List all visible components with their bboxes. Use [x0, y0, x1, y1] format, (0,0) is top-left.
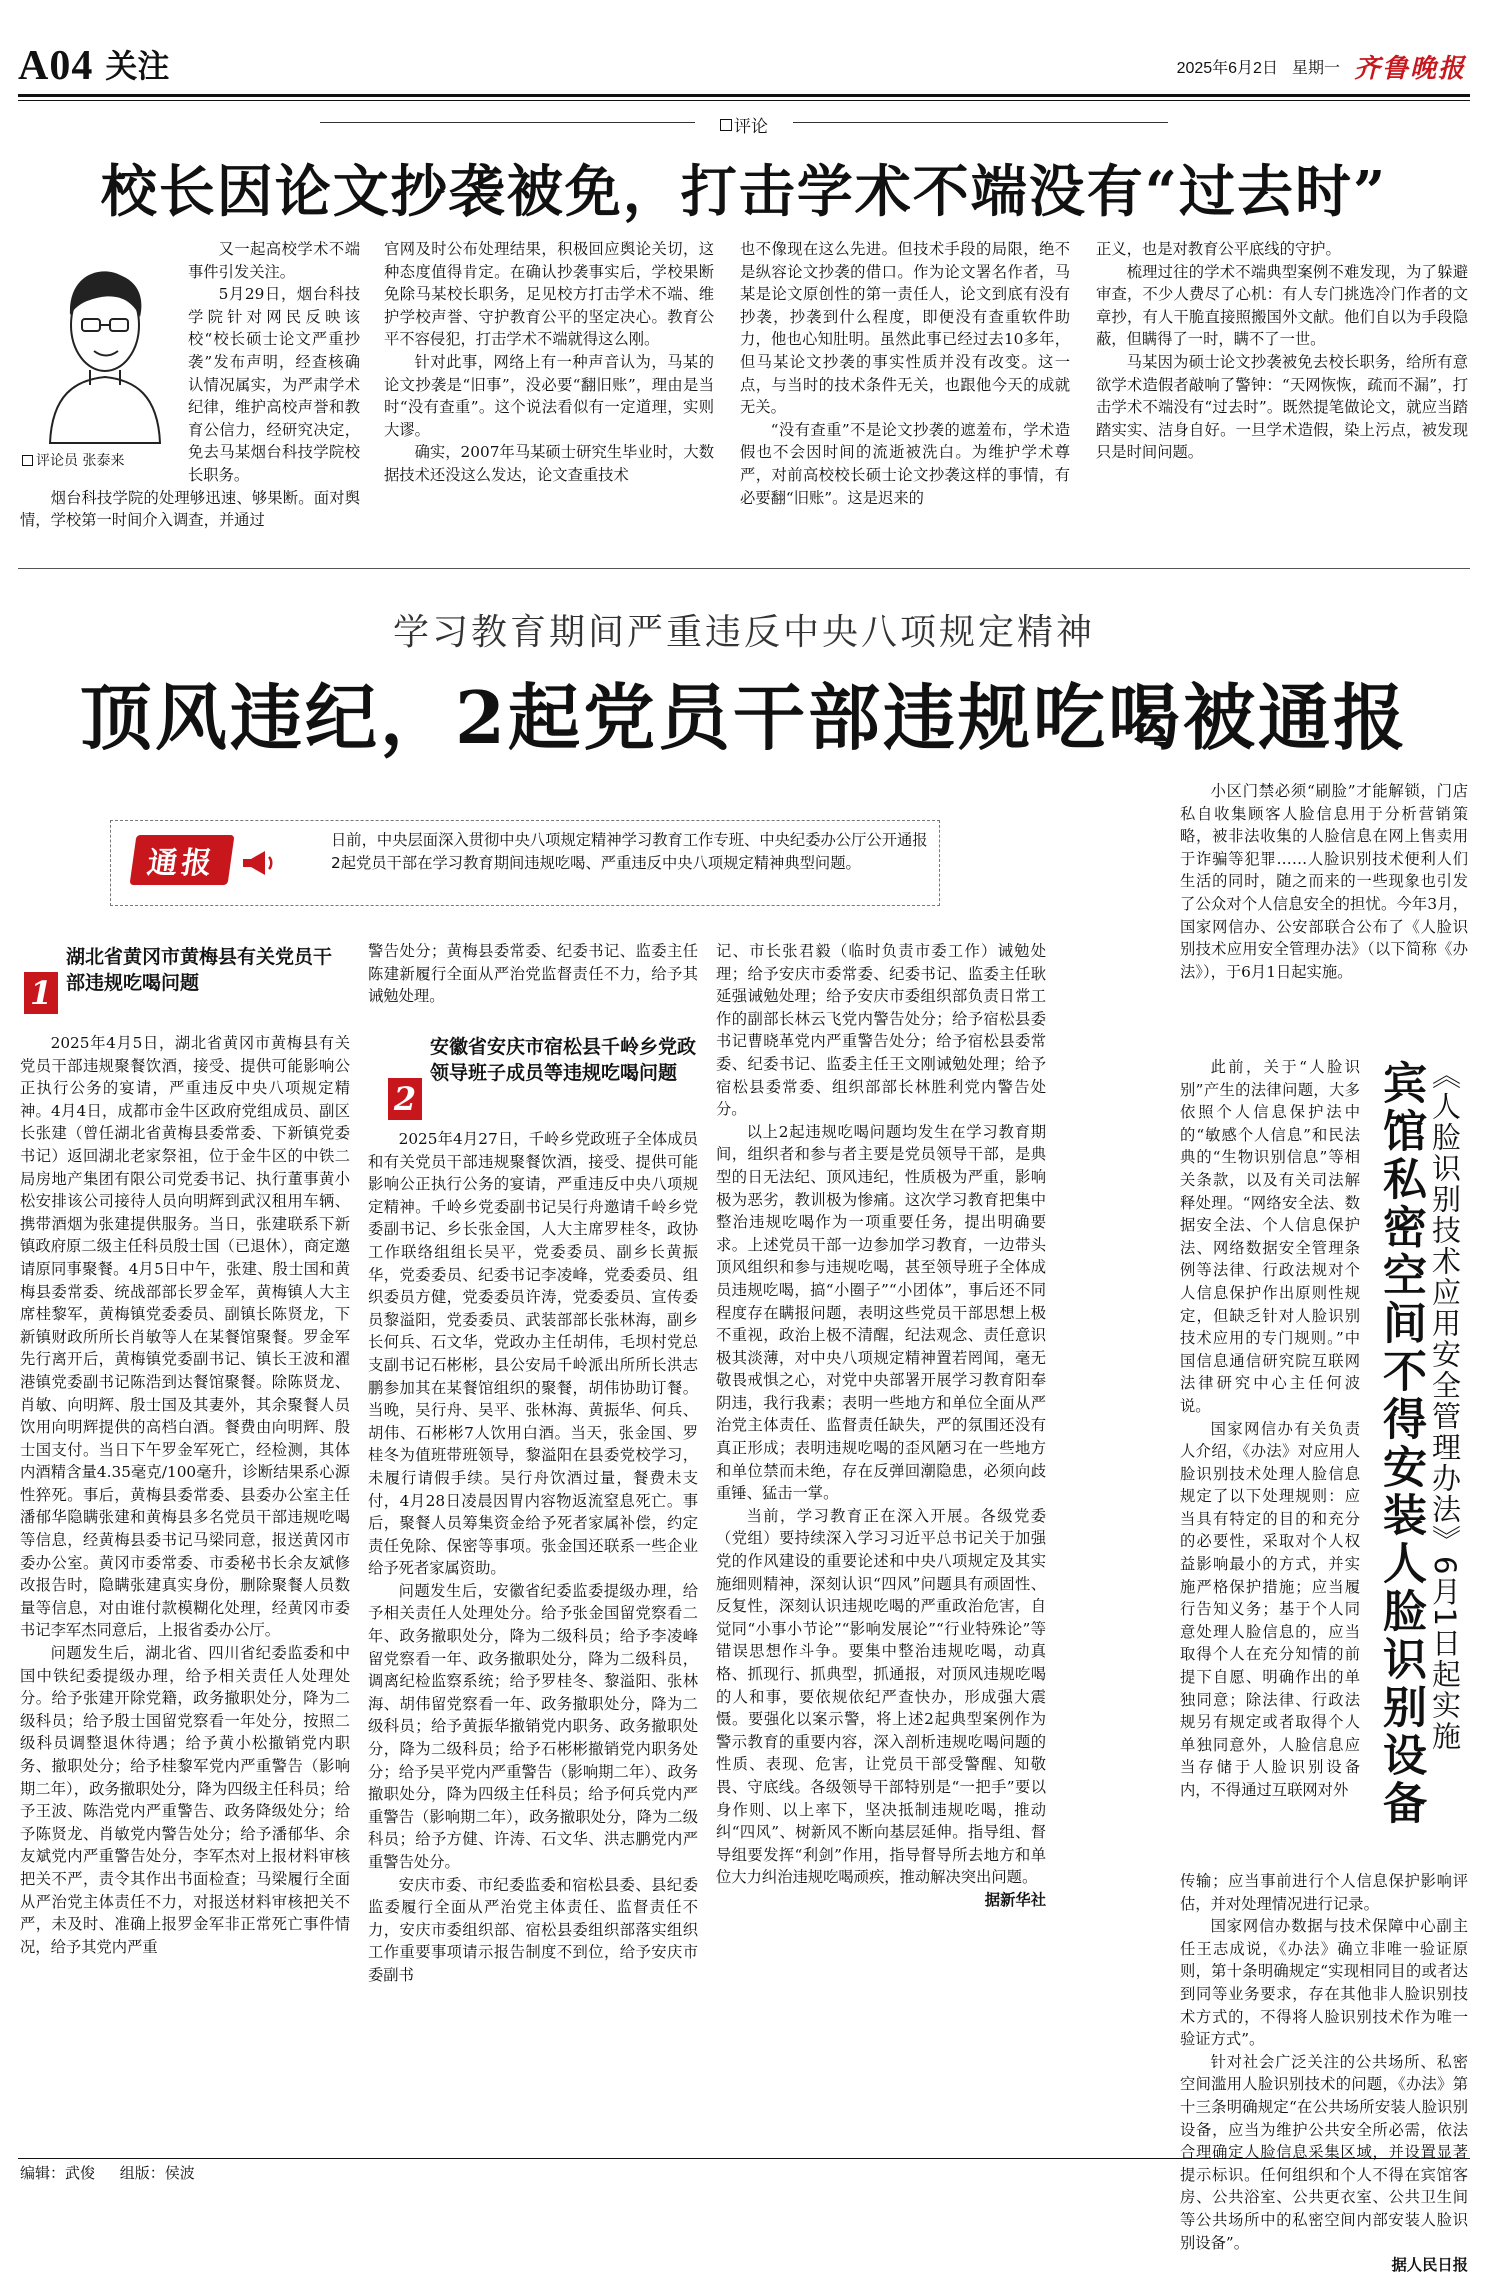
side-source: 据人民日报: [1391, 2256, 1468, 2275]
side-subheadline: 《人脸识别技术应用安全管理办法》6月1日起实施: [1428, 1060, 1462, 1752]
page-code: A04: [18, 43, 94, 89]
issue-weekday: 星期一: [1291, 60, 1340, 77]
case1-body: 2025年4月5日，湖北省黄冈市黄梅县有关党员干部违规聚餐饮酒，接受、提供可能影响公正执行公务的宴请，严重违反中央八项规定精神。4月4日，成都市金牛区政府党组成员、副区长张建（曾任湖北省黄梅县委常委、下新镇党委书记）返回湖北老家祭祖，位于金牛区的中铁二局房地产集团有限公司党委书记、执行董事黄小松安排该公司接待人员向明辉到武汉租用车辆、携带酒烟为张建提供服务。当日，张建联系下新镇政府原二级主任科员殷士国（已退休），商定邀请原同事聚餐。4月5日中午，张建、殷士国和黄梅县委常委、统战部部长罗金军，黄梅镇人大主席桂黎军，黄梅镇党委委员、副镇长陈贤龙，下新镇财政所所长肖敏等人在某餐馆聚餐。罗金军先行离开后，黄梅镇党委副书记、镇长王波和濯港镇党委副书记陈浩到达餐馆聚餐。除陈贤龙、肖敏、向明辉、殷士国及其妻外，其余聚餐人员饮用向明辉提供的高档白酒。餐费由向明辉、殷士国支付。当日下午罗金军死亡，经检测，其体内酒精含量4.35毫克/100毫升，诊断结果系心源性猝死。事后，黄梅县委常委、县委办公室主任潘郁华隐瞒张建和黄梅县多名党员干部违规吃喝等信息，经黄梅县委书记马梁同意，报送黄冈市委办公室。黄冈市委常委、市委秘书长余友斌修改报告时，隐瞒张建真实身份，删除聚餐人员数量等信息，对由谁付款模糊化处理，经黄冈市委书记李军杰同意后，上报省委办公厅。 问题发生后，湖北省、四川省纪委监委和中国中铁纪委提级办理，给予相关责任人处理处分。给予张建开除党籍，政务撤职处分，降为二级科员；给予殷士国留党察看一年处分，按照二级科员调整退休待遇；给予黄小松撤销党内职务、撤职处分；给予桂黎军党内严重警告（影响期二年），政务撤职处分，降为四级主任科员；给予王波、陈浩党内严重警告、政务降级处分；给予陈贤龙、肖敏党内警告处分；给予潘郁华、余友斌党内严重警告处分，李军杰对上报材料审核把关不严，责令其作出书面检查；马梁履行全面从严治党主体责任不力，对报送材料审核把关不严，未及时、准确上报罗金军非正常死亡事件情况，给予其党内严重: [20, 1034, 350, 1956]
case2-number: 2: [388, 1078, 422, 1120]
megaphone-icon: [239, 845, 275, 881]
section-name: 关注: [105, 47, 170, 85]
footer: [20, 2162, 215, 2183]
side-intro: 小区门禁必须“刷脸”才能解锁，门店私自收集顾客人脸信息用于分析营销策略，被非法收集的人脸信息在网上售卖用于诈骗等犯罪……人脸识别技术便利人们生活的同时，随之而来的一些现象也引发了公众对个人信息安全的担忧。今年3月，国家网信办、公安部联合公布了《人脸识别技术应用安全管理办法》（以下简称《办法》），于6月1日起实施。: [1180, 782, 1468, 981]
commentary-label-bar: [320, 112, 1168, 137]
editor-credit: 编辑：武俊: [20, 2164, 96, 2182]
header-rule-thin: [18, 100, 1470, 101]
case1-number: 1: [24, 972, 58, 1014]
divider: [320, 122, 695, 123]
layout-credit: 组版：侯波: [119, 2164, 195, 2182]
case2-body: 2025年4月27日，千岭乡党政班子全体成员和有关党员干部违规聚餐饮酒，接受、提供可能影响公正执行公务的宴请，严重违反中央八项规定精神。千岭乡党委副书记吴行舟邀请千岭乡党委副书记、乡长张金国，人大主席罗桂冬，政协工作联络组组长吴平，党委委员、副乡长黄振华，党委委员、纪委书记李凌峰，党委委员、组织委员方健，党委委员许涛，党委委员、宣传委员黎溢阳，党委委员、武装部部长张林海，副乡长何兵、石文华，党政办主任胡伟，毛坝村党总支副书记石彬彬，县公安局千岭派出所所长洪志鹏参加其在某餐馆组织的聚餐，胡伟协助订餐。当晚，吴行舟、吴平、张林海、黄振华、何兵、胡伟、石彬彬7人饮用白酒。当天，张金国、罗桂冬为值班带班领导，黎溢阳在县委党校学习，未履行请假手续。吴行舟饮酒过量，餐费未支付，4月28日凌晨因胃内容物返流窒息死亡。事后，聚餐人员筹集资金给予死者家属补偿，约定责任免除、保密等事项。张金国还联系一些企业给予死者家属资助。 问题发生后，安徽省纪委监委提级办理，给予相关责任人处理处分。给予张金国留党察看二年、政务撤职处分，降为二级科员；给予李凌峰留党察看一年、政务撤职处分，降为二级科员，调离纪检监察系统；给予罗桂冬、黎溢阳、张林海、胡伟留党察看一年、政务撤职处分，降为二级科员；给予黄振华撤销党内职务、政务撤职处分，降为二级科员；给予石彬彬撤销党内职务处分；给予吴平党内严重警告（影响期二年）、政务撤职处分，降为四级主任科员；给予何兵党内严重警告（影响期二年），政务撤职处分，降为二级科员；给予方健、许涛、石文华、洪志鹏党内严重警告处分。 安庆市委、市纪委监委和宿松县委、县纪委监委履行全面从严治党主体责任、监督责任不力，安庆市委组织部、宿松县委组织部落实组织工作重要事项请示报告制度不到位，给予安庆市委副书: [368, 1130, 698, 1984]
notice-text: 日前，中央层面深入贯彻中央八项规定精神学习教育工作专班、中央纪委办公厅公开通报2起党员干部在学习教育期间违规吃喝、严重违反中央八项规定精神典型问题。: [331, 831, 928, 872]
notice-box: [110, 820, 940, 906]
page-header-left: [18, 40, 169, 90]
commentary-col4: 正义，也是对教育公平底线的守护。 梳理过往的学术不端典型案例不难发现，为了躲避审查，不少人费尽了心机：有人专门挑选冷门作者的文章抄，有人干脆直接照搬国外文献。他们自以为手段隐蔽，但瞒得了一时，瞒不了一世。 马某因为硕士论文抄袭被免去校长职务，给所有意欲学术造假者敲响了警钟：“天网恢恢，疏而不漏”，打击学术不端没有“过去时”。既然提笔做论文，就应当踏踏实实、洁身自好。一旦学术造假，染上污点，被发现只是时间问题。: [1096, 240, 1468, 462]
notice-badge: 通报: [129, 835, 234, 885]
footer-rule: [18, 2158, 1470, 2159]
commentary-col1: 又一起高校学术不端事件引发关注。 5月29日，烟台科技学院针对网民反映该校“校长硕士论文严重抄袭”发布声明，经查核确认情况属实，为严肃学术纪律，维护高校声誉和教育公信力，经研究决定，免去马某烟台科技学院校长职务。 烟台科技学院的处理够迅速、够果断。面对舆情，学校第一时间介入调查，并通过: [20, 240, 360, 530]
main-headline: 顶风违纪，2起党员干部违规吃喝被通报: [79, 675, 1409, 760]
side-bottom: 传输；应当事前进行个人信息保护影响评估，并对处理情况进行记录。 国家网信办数据与技术保障中心副主任王志成说，《办法》确立非唯一验证原则，第十条明确规定“实现相同目的或者达到同等业务要求，存在其他非人脸识别技术方式的，不得将人脸识别技术作为唯一验证方式”。 针对社会广泛关注的公共场所、私密空间滥用人脸识别技术的问题，《办法》第十三条明确规定“在公共场所安装人脸识别设备，应当为维护公共安全所必需，依法合理确定人脸信息采集区域，并设置显著提示标识。任何组织和个人不得在宾馆客房、公共浴室、公共更衣室、公共卫生间等公共场所中的私密空间内部安装人脸识别设备”。 据人民日报: [1180, 1870, 1468, 2155]
main-source: 据新华社: [984, 1890, 1046, 1909]
page-header-right: [1177, 48, 1466, 85]
divider: [793, 122, 1168, 123]
side-narrow-column: 此前，关于“人脸识别”产生的法律问题，大多依照个人信息保护法中的“敏感个人信息”和民法典的“生物识别信息”等相关条款，以及有关司法解释处理。“网络安全法、数据安全法、个人信息保护法、网络数据安全管理条例等法律、行政法规对个人信息保护作出原则性规定，但缺乏针对人脸识别技术应用的专门规则。”中国信息通信研究院互联网法律研究中心主任何波说。 国家网信办有关负责人介绍，《办法》对应用人脸识别技术处理人脸信息规定了以下处理规则：应当具有特定的目的和充分的必要性，采取对个人权益影响最小的方式，并实施严格保护措施；应当履行告知义务；基于个人同意处理人脸信息的，应当取得个人在充分知情的前提下自愿、明确作出的单独同意；除法律、行政法规另有规定或者取得个人单独同意外，人脸信息应当存储于人脸识别设备内，不得通过互联网对外: [1180, 1058, 1360, 1799]
main-kicker: 学习教育期间严重违反中央八项规定精神: [392, 612, 1095, 653]
newspaper-logo: 齐鲁晚报: [1353, 54, 1466, 84]
case2-title: 安徽省安庆市宿松县千岭乡党政领导班子成员等违规吃喝问题: [430, 1036, 697, 1084]
commentary-headline: 校长因论文抄袭被免，打击学术不端没有“过去时”: [100, 159, 1388, 225]
section-divider: [18, 568, 1470, 569]
square-icon: [720, 119, 732, 131]
case1-body-continued: 警告处分；黄梅县委常委、纪委书记、监委主任陈建新履行全面从严治党监督责任不力，给予其诫勉处理。: [368, 942, 698, 1006]
commentary-author: 评论员 张泰来: [22, 450, 124, 470]
issue-date: 2025年6月2日: [1176, 60, 1278, 77]
commentary-col3: 也不像现在这么先进。但技术手段的局限，绝不是纵容论文抄袭的借口。作为论文署名作者，马某是论文原创性的第一责任人，论文到底有没有抄袭，抄袭到什么程度，即便没有查重软件助力，他也心知肚明。虽然此事已经过去10多年，但马某论文抄袭的事实性质并没有改变。这一点，与当时的技术条件无关，也跟他今天的成就无关。 “没有查重”不是论文抄袭的遮羞布，学术造假也不会因时间的流逝被洗白。为维护学术尊严，对前高校校长硕士论文抄袭这样的事情，有必要翻“旧账”。这是迟来的: [740, 240, 1070, 507]
commentary-label: 评论: [720, 112, 768, 137]
side-headline: 宾馆私密空间不得安装人脸识别设备: [1375, 1060, 1426, 1828]
main-conclusion: 记、市长张君毅（临时负责市委工作）诫勉处理；给予安庆市委常委、纪委书记、监委主任耿延强诫勉处理；给予安庆市委组织部负责日常工作的副部长林云飞党内警告处分；给予宿松县委书记曹晓革党内严重警告处分；给予宿松县委常委、纪委书记、监委主任王文刚诫勉处理；给予宿松县委常委、组织部部长林胜利党内警告处分。 以上2起违规吃喝问题均发生在学习教育期间，组织者和参与者主要是党员领导干部，是典型的日无法纪、顶风违纪，性质极为严重，影响极为恶劣，教训极为惨痛。这次学习教育把集中整治违规吃喝作为一项重要任务，提出明确要求。上述党员干部一边参加学习教育，一边带头顶风组织和参与违规吃喝，甚至领导班子全体成员违规吃喝，搞“小圈子”“小团体”，事后还不同程度存在瞒报问题，表明这些党员干部思想上极不重视，政治上极不清醒，纪法观念、责任意识极其淡薄，对中央八项规定精神置若罔闻，毫无敬畏戒惧之心，对党中央部署开展学习教育阳奉阴违，我行我素；表明一些地方和单位全面从严治党主体责任、监督责任缺失，严的氛围还没有真正形成；表明违规吃喝的歪风陋习在一些地方和单位禁而未绝，存在反弹回潮隐患，必须向歧重锤、猛击一掌。 当前，学习教育正在深入开展。各级党委（党组）要持续深入学习习近平总书记关于加强党的作风建设的重要论述和中央八项规定及其实施细则精神，深刻认识“四风”问题具有顽固性、反复性，深刻认识违规吃喝的严重政治危害，自觉同“小事小节论”“影响发展论”“行业特殊论”等错误思想作斗争。要集中整治违规吃喝，动真格、抓现行、抓典型，抓通报，对顶风违规吃喝的人和事，要依规依纪严查快办，形成强大震慑。要强化以案示警，将上述2起典型案例作为警示教育的重要内容，深入剖析违规吃喝问题的性质、表现、危害，让党员干部受警醒、知敬畏、守底线。各级领导干部特别是“一把手”要以身作则、以上率下，坚决抵制违规吃喝，推动纠“四风”、树新风不断向基层延伸。指导组、督导组要发挥“利剑”作用，指导督导所去地方和单位大力纠治违规吃喝顽疾，推动解决突出问题。 据新华社: [716, 940, 1046, 2126]
header-rule: [18, 94, 1470, 97]
case1-title: 湖北省黄冈市黄梅县有关党员干部违规吃喝问题: [66, 946, 333, 994]
commentary-col2: 官网及时公布处理结果，积极回应舆论关切，这种态度值得肯定。在确认抄袭事实后，学校果断免除马某校长职务，足见校方打击学术不端、维护学校声誉、守护教育公平的坚定决心。教育公平不容侵犯，打击学术不端就得这么刚。 针对此事，网络上有一种声音认为，马某的论文抄袭是“旧事”，没必要“翻旧账”，理由是当时“没有查重”。这个说法看似有一定道理，实则大谬。 确实，2007年马某硕士研究生毕业时，大数据技术还没这么发达，论文查重技术: [384, 240, 714, 484]
